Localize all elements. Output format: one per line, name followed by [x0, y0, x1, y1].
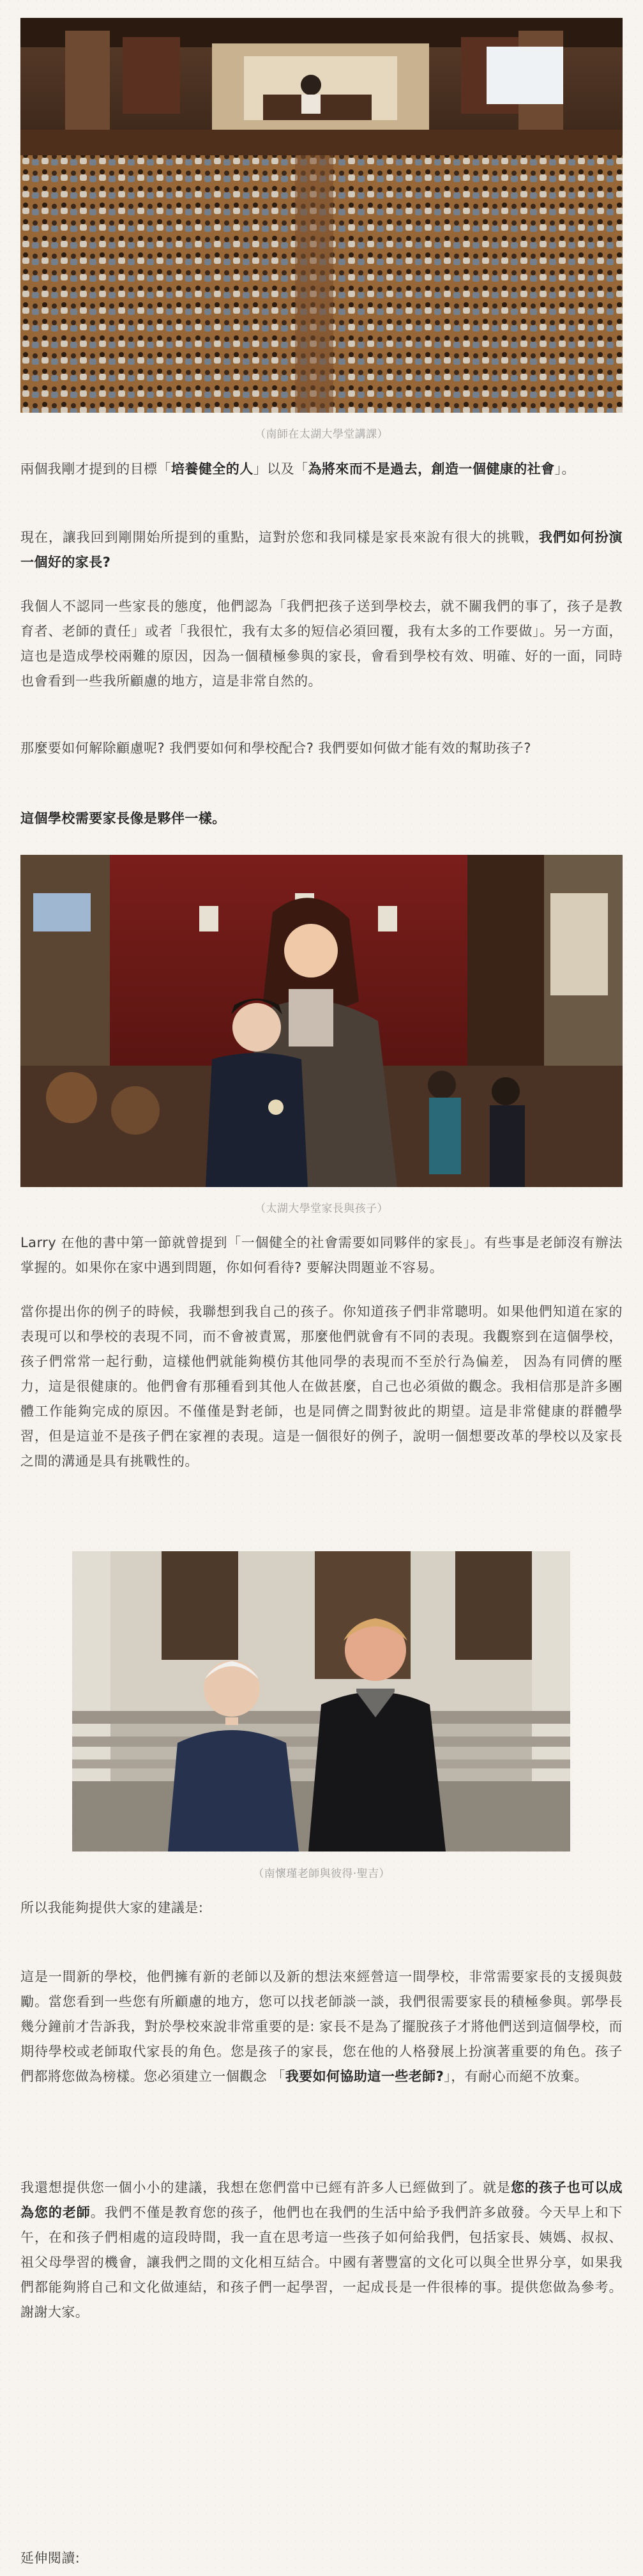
paragraph-suggestion-intro: 所以我能夠提供大家的建議是:	[20, 1900, 204, 1915]
paragraph-goals: 兩個我剛才提到的目標「培養健全的人」以及「為將來而不是過去，創造一個健康的社會」。	[20, 461, 575, 477]
paragraph-questions: 那麼要如何解除顧慮呢? 我們要如何和學校配合? 我們要如何做才能有效的幫助孩子?	[20, 740, 531, 756]
parent-child-photo	[20, 855, 623, 1187]
paragraph-larry-book: Larry 在他的書中第一節就曾提到「一個健全的社會需要如同夥伴的家長」。有些事是老師沒有辦法掌握的。如果你在家中遇到問題，你如何看待? 要解決問題並不容易。	[20, 1235, 623, 1275]
further-reading-label: 延伸閱讀:	[20, 2550, 80, 2566]
paragraph-children-behavior: 當你提出你的例子的時候，我聯想到我自己的孩子。你知道孩子們非常聰明。如果他們知道在家的表現可以和學校的表現不同，而不會被責罵，那麼他們就會有不同的表現。我觀察到在這個學校，孩子們常常一起行動，這樣他們就能夠模仿其他同學的表現而不至於行為偏差， 因為有同儕的壓力，這是很健康的。他們會有那種看到其他人在做甚麼，自己也必須做的觀念。我相信那是許多團體工作能夠完成的原因。不僅僅是對老師，也是同儕之間對彼此的期望。這是非常健康的群體學習，但是這並不是孩子們在家裡的表現。這是一個很好的例子，說明一個想要改革的學校以及家長之間的溝通是具有挑戰性的。	[20, 1304, 623, 1469]
paragraph-child-as-teacher: 我還想提供您一個小小的建議，我想在您們當中已經有許多人已經做到了。就是您的孩子也可以成為您的老師。我們不僅是教育您的孩子，他們也在我們的生活中給予我們許多啟發。今天早上和下午，在和孩子們相處的這段時間，我一直在思考這一些孩子如何給我們，包括家長、姨媽、叔叔、祖父母學習的機會，讓我們之間的文化相互結合。中國有著豐富的文化可以與全世界分享，如果我們都能夠將自己和文化做連結，和孩子們一起學習，一起成長是一件很棒的事。提供您做為參考。謝謝大家。	[20, 2180, 623, 2320]
two-teachers-caption: （南懷瑾老師與彼得‧聖吉）	[253, 1867, 390, 1880]
paragraph-parent-attitude: 我個人不認同一些家長的態度，他們認為「我們把孩子送到學校去，就不關我們的事了，孩子是教育者、老師的責任」或者「我很忙，我有太多的短信必須回覆，我有太多的工作要做」。另一方面，這也是造成學校兩難的原因，因為一個積極參與的家長，會看到學校有效、明確、好的一面，同時也會看到一些我所顧慮的地方，這是非常自然的。	[20, 599, 623, 689]
parent-child-caption: （太湖大學堂家長與孩子）	[255, 1202, 388, 1215]
paragraph-partners: 這個學校需要家長像是夥伴一樣。	[20, 811, 226, 826]
paragraph-new-school: 這是一間新的學校，他們擁有新的老師以及新的想法來經營這一間學校，非常需要家長的支援與鼓勵。當您看到一些您有所顧慮的地方，您可以找老師談一談，我們很需要家長的積極參與。郭學長幾分鐘前才告訴我，對於學校來說非常重要的是: 家長不是為了擺脫孩子才將他們送到這個學校，而期待學校或老師取代家長的角色。您是孩子的家長，您在他的人格發展上扮演著重要的角色。孩子們都將您做為榜樣。您必須建立一個觀念 「我要如何協助這一些老師?」，有耐心而絕不放棄。	[20, 1969, 623, 2084]
lecture-hall-caption: （南師在太湖大學堂講課）	[255, 428, 388, 441]
paragraph-challenge: 現在，讓我回到剛開始所提到的重點，這對於您和我同樣是家長來說有很大的挑戰，我們如何扮演一個好的家長?	[20, 530, 623, 570]
two-teachers-photo	[72, 1551, 570, 1851]
lecture-hall-photo	[20, 18, 623, 413]
